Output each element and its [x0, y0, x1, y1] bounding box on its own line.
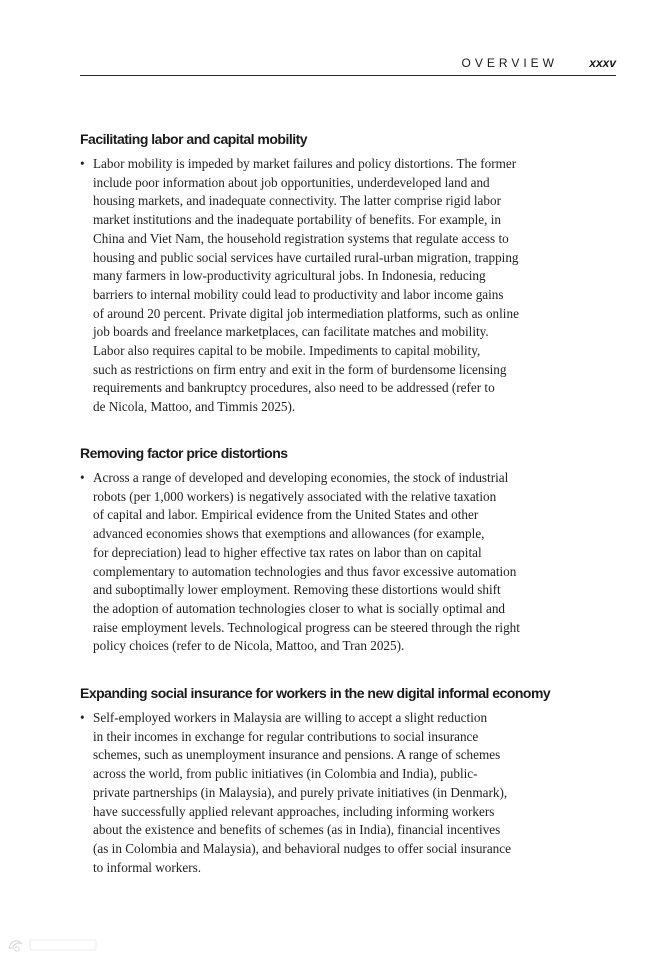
text-line: requirements and bankruptcy procedures, also need to be addressed (refer to — [93, 380, 495, 396]
text-line: raise employment levels. Technological progress can be steered through the right — [93, 619, 520, 635]
text-line: housing and public social services have curtailed rural-urban migration, trapping — [93, 249, 519, 265]
text-line: have successfully applied relevant approaches, including informing workers — [93, 803, 495, 819]
watermark-mark-icon — [6, 936, 102, 954]
bullet-item — [80, 469, 570, 656]
text-line: complementary to automation technologies and thus favor excessive automation — [93, 563, 517, 579]
text-line: advanced economies shows that exemptions and allowances (for example, — [93, 526, 485, 542]
bullet-item — [80, 709, 570, 877]
text-line: Across a range of developed and developing economies, the stock of industrial — [93, 470, 509, 485]
text-line: private partnerships (in Malaysia), and purely private initiatives (in Denmark), — [93, 784, 508, 800]
text-line: many farmers in low-productivity agricultural jobs. In Indonesia, reducing — [93, 268, 486, 284]
text-line: policy choices (refer to de Nicola, Mattoo, and Tran 2025). — [93, 638, 405, 654]
running-head-section: OVERVIEW — [461, 56, 558, 70]
text-line: Labor also requires capital to be mobile. Impediments to capital mobility, — [93, 343, 481, 359]
text-line: market institutions and the inadequate portability of benefits. For example, in — [93, 212, 501, 228]
text-line: (as in Colombia and Malaysia), and behavioral nudges to offer social insurance — [93, 840, 511, 856]
text-line: the adoption of automation technologies closer to what is socially optimal and — [93, 600, 506, 616]
text-line: schemes, such as unemployment insurance and pensions. A range of schemes — [93, 747, 501, 763]
section-factor-price-distortions — [80, 444, 570, 656]
running-head — [0, 56, 616, 72]
bullet-icon: • — [80, 470, 85, 485]
text-line: robots (per 1,000 workers) is negatively associated with the relative taxation — [93, 488, 497, 504]
text-line: for depreciation) lead to higher effective tax rates on labor than on capital — [93, 544, 482, 560]
text-line: of capital and labor. Empirical evidence from the United States and other — [93, 507, 479, 523]
text-line: include poor information about job opportunities, underdeveloped land and — [93, 174, 490, 190]
text-line: Self-employed workers in Malaysia are willing to accept a slight reduction — [93, 710, 488, 725]
section-heading: Facilitating labor and capital mobility — [80, 131, 308, 147]
text-line: in their incomes in exchange for regular contributions to social insurance — [93, 728, 479, 744]
text-line: housing markets, and inadequate connectivity. The latter comprise rigid labor — [93, 193, 501, 209]
bullet-icon: • — [80, 156, 85, 171]
section-heading: Removing factor price distortions — [80, 445, 288, 461]
header-rule — [80, 75, 616, 76]
text-line: de Nicola, Mattoo, and Timmis 2025). — [93, 399, 296, 415]
text-line: and suboptimally lower employment. Removing these distortions would shift — [93, 582, 501, 598]
bullet-item — [80, 155, 570, 417]
section-labor-capital-mobility — [80, 130, 570, 417]
text-line: barriers to internal mobility could lead to productivity and labor income gains — [93, 286, 504, 302]
page-number: xxxv — [589, 56, 616, 70]
text-line: job boards and freelance marketplaces, can facilitate matches and mobility. — [93, 324, 489, 340]
text-line: of around 20 percent. Private digital job intermediation platforms, such as online — [93, 305, 519, 321]
text-line: about the existence and benefits of schemes (as in India), financial incentives — [93, 822, 501, 838]
text-line: to informal workers. — [93, 859, 202, 875]
bullet-icon: • — [80, 710, 85, 725]
section-social-insurance — [80, 684, 570, 877]
section-heading: Expanding social insurance for workers in the new digital informal economy — [80, 685, 551, 701]
text-line: Labor mobility is impeded by market failures and policy distortions. The former — [93, 156, 517, 171]
text-line: across the world, from public initiatives (in Colombia and India), public- — [93, 766, 478, 782]
text-line: China and Viet Nam, the household registration systems that regulate access to — [93, 230, 509, 246]
text-line: such as restrictions on firm entry and exit in the form of burdensome licensing — [93, 361, 507, 377]
watermark-logo — [6, 936, 102, 954]
